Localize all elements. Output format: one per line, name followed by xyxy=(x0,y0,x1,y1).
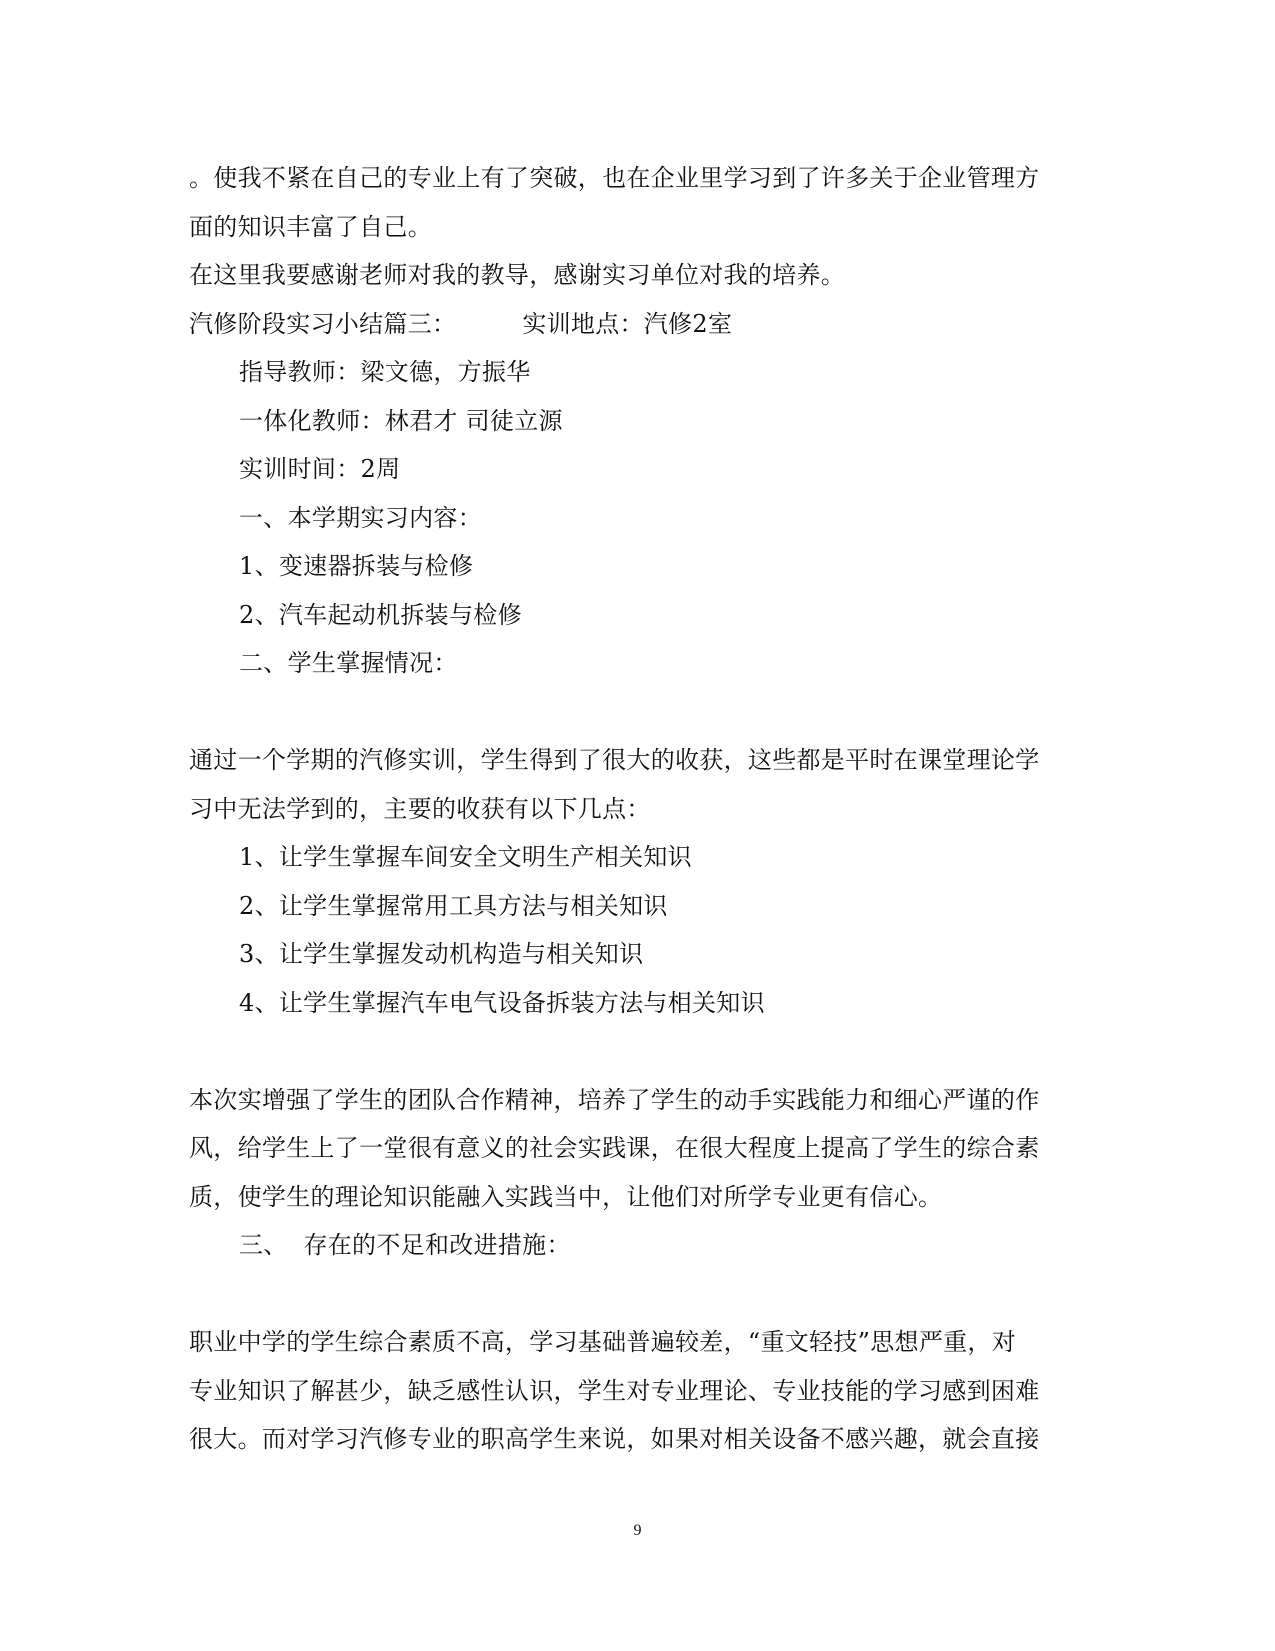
integrated-teacher-line: 一体化教师：林君才 司徒立源 xyxy=(239,406,563,435)
section-heading: 二、学生掌握情况： xyxy=(239,649,458,677)
paragraph-line: 面的知识丰富了自己。 xyxy=(189,212,432,241)
training-location: 实训地点：汽修2室 xyxy=(522,309,733,338)
article-heading: 汽修阶段实习小结篇三： xyxy=(189,309,457,338)
paragraph-line: 很大。而对学习汽修专业的职高学生来说，如果对相关设备不感兴趣，就会直接 xyxy=(189,1425,1040,1453)
page-number: 9 xyxy=(633,1522,642,1539)
section-heading: 一、本学期实习内容： xyxy=(239,503,482,532)
paragraph-line: 质，使学生的理论知识能融入实践当中，让他们对所学专业更有信心。 xyxy=(189,1182,943,1211)
paragraph-line: 专业知识了解甚少，缺乏感性认识，学生对专业理论、专业技能的学习感到困难 xyxy=(189,1376,1040,1405)
list-item: 2、让学生掌握常用工具方法与相关知识 xyxy=(239,891,668,920)
paragraph-line: 风，给学生上了一堂很有意义的社会实践课，在很大程度上提高了学生的综合素 xyxy=(189,1134,1040,1162)
paragraph-line: 。使我不紧在自己的专业上有了突破，也在企业里学习到了许多关于企业管理方 xyxy=(189,164,1040,192)
list-item: 1、变速器拆装与检修 xyxy=(239,552,474,580)
paragraph-line: 职业中学的学生综合素质不高，学习基础普遍较差，“重文轻技”思想严重，对 xyxy=(189,1328,1017,1356)
paragraph-gap xyxy=(189,688,1069,737)
document-body xyxy=(189,154,1069,1464)
paragraph-line: 通过一个学期的汽修实训，学生得到了很大的收获，这些都是平时在课堂理论学 xyxy=(189,746,1040,774)
paragraph-line: 在这里我要感谢老师对我的教导，感谢实习单位对我的培养。 xyxy=(189,261,846,289)
instructor-line: 指导教师：梁文德，方振华 xyxy=(239,358,531,386)
section-heading-row xyxy=(189,300,1069,349)
list-item: 2、汽车起动机拆装与检修 xyxy=(239,600,522,629)
section-heading: 三、 存在的不足和改进措施： xyxy=(239,1231,571,1259)
paragraph-line: 本次实增强了学生的团队合作精神，培养了学生的动手实践能力和细心严谨的作 xyxy=(189,1085,1040,1114)
paragraph-line: 习中无法学到的，主要的收获有以下几点： xyxy=(189,794,651,823)
paragraph-gap xyxy=(189,1027,1069,1076)
list-item: 1、让学生掌握车间安全文明生产相关知识 xyxy=(239,843,692,871)
list-item: 4、让学生掌握汽车电气设备拆装方法与相关知识 xyxy=(239,988,765,1017)
training-duration-line: 实训时间：2周 xyxy=(239,455,401,483)
list-item: 3、让学生掌握发动机构造与相关知识 xyxy=(239,940,644,968)
paragraph-gap xyxy=(189,1270,1069,1319)
